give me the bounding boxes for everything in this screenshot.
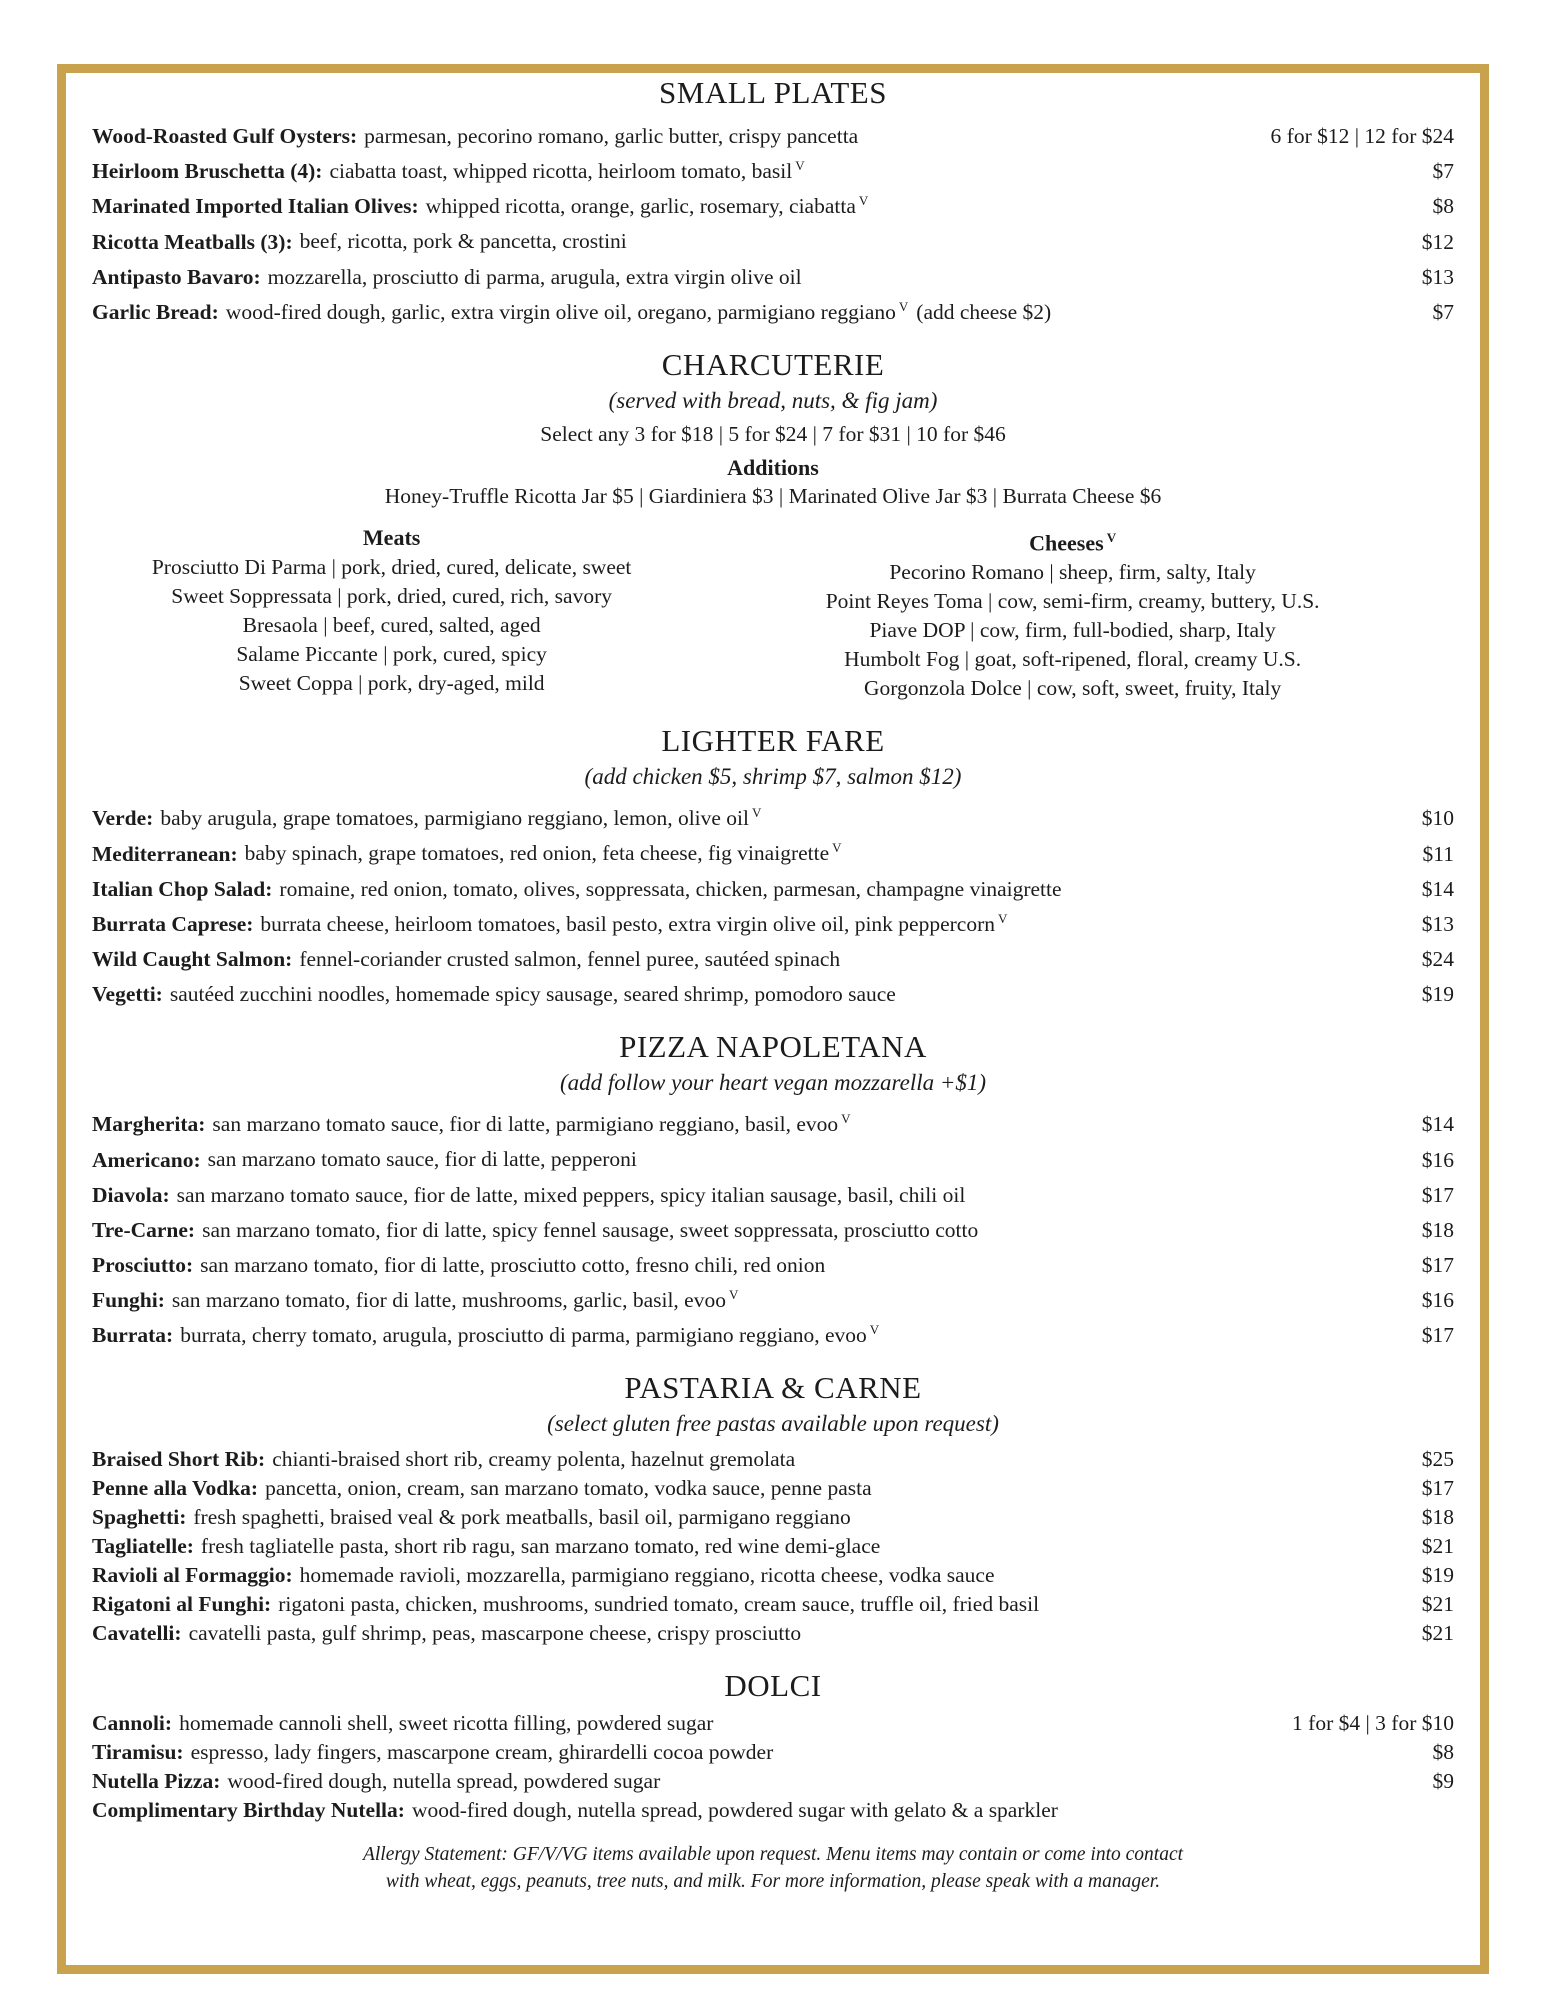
menu-item-row xyxy=(92,221,1454,256)
allergy-statement-line1: Allergy Statement: GF/V/VG items available upon request. Menu items may contain or come into contact xyxy=(362,1844,1184,1866)
allergy-statement xyxy=(92,1841,1454,1895)
menu-item-row xyxy=(92,116,1454,151)
item-description: pancetta, onion, cream, san marzano tomato, vodka sauce, penne pasta xyxy=(265,1476,872,1501)
item-price: $13 xyxy=(1421,911,1454,936)
item-name: Wood-Roasted Gulf Oysters: xyxy=(92,124,358,149)
section-charcuterie xyxy=(92,347,1454,703)
vegetarian-mark: V xyxy=(832,840,842,856)
item-price: $9 xyxy=(1432,1769,1454,1794)
item-description: wood-fired dough, nutella spread, powdered sugar with gelato & a sparkler xyxy=(411,1798,1058,1823)
menu-item-row xyxy=(92,869,1454,904)
additions-items: Honey-Truffle Ricotta Jar $5 | Giardiniera $3 | Marinated Olive Jar $3 | Burrata Cheese $6 xyxy=(384,483,1162,508)
meats-column xyxy=(92,523,691,703)
item-name: Funghi: xyxy=(92,1288,165,1313)
section-dolci xyxy=(92,1668,1454,1825)
cheese-item: Piave DOP | cow, firm, full-bodied, sharp, Italy xyxy=(869,618,1276,643)
item-price: $17 xyxy=(1421,1476,1454,1501)
item-description: fresh spaghetti, braised veal & pork meatballs, basil oil, parmigano reggiano xyxy=(193,1505,851,1530)
item-description: san marzano tomato sauce, fior di latte, parmigiano reggiano, basil, evoo xyxy=(212,1112,839,1137)
section-title: SMALL PLATES xyxy=(659,75,887,110)
section-subtitle: (select gluten free pastas available upon request) xyxy=(547,1411,999,1437)
meat-item: Salame Piccante | pork, cured, spicy xyxy=(236,641,547,666)
item-description: beef, ricotta, pork & pancetta, crostini xyxy=(299,229,627,254)
item-description: ciabatta toast, whipped ricotta, heirloom tomato, basil xyxy=(329,159,793,184)
item-name: Verde: xyxy=(92,806,154,831)
menu-item-row xyxy=(92,292,1454,327)
item-name: Antipasto Bavaro: xyxy=(92,264,261,289)
item-description: sautéed zucchini noodles, homemade spicy sausage, seared shrimp, pomodoro sauce xyxy=(169,982,896,1007)
menu-item-row xyxy=(92,1532,1454,1561)
vegetarian-mark: V xyxy=(898,298,909,314)
vegetarian-mark: V xyxy=(752,805,762,821)
item-name: Marinated Imported Italian Olives: xyxy=(92,194,419,219)
section-lighter-fare xyxy=(92,723,1454,1009)
menu-item-row xyxy=(92,1709,1454,1738)
section-pastaria-carne xyxy=(92,1370,1454,1648)
menu-item-row xyxy=(92,974,1454,1009)
item-name: Cavatelli: xyxy=(92,1621,182,1646)
menu-item-row xyxy=(92,151,1454,186)
item-name: Rigatoni al Funghi: xyxy=(92,1592,272,1617)
item-description: fennel-coriander crusted salmon, fennel puree, sautéed spinach xyxy=(299,947,841,972)
charcuterie-pricing: Select any 3 for $18 | 5 for $24 | 7 for $31 | 10 for $46 xyxy=(540,421,1006,446)
vegetarian-mark: V xyxy=(795,158,805,174)
item-name: Ravioli al Formaggio: xyxy=(92,1563,293,1588)
menu-item-row xyxy=(92,798,1454,833)
item-price: $18 xyxy=(1421,1217,1454,1242)
cheese-item: Gorgonzola Dolce | cow, soft, sweet, fruity, Italy xyxy=(863,676,1282,701)
item-name: Garlic Bread: xyxy=(92,299,219,324)
section-title: PASTARIA & CARNE xyxy=(624,1370,922,1406)
item-note: (add cheese $2) xyxy=(916,299,1052,324)
item-description: whipped ricotta, orange, garlic, rosemary, ciabatta xyxy=(425,194,856,219)
item-description: baby arugula, grape tomatoes, parmigiano reggiano, lemon, olive oil xyxy=(160,806,750,831)
item-description: parmesan, pecorino romano, garlic butter, crispy pancetta xyxy=(364,124,859,149)
section-subtitle: (served with bread, nuts, & fig jam) xyxy=(608,387,938,413)
item-price: $21 xyxy=(1421,1534,1454,1559)
menu-item-row xyxy=(92,257,1454,292)
section-title: LIGHTER FARE xyxy=(661,723,885,759)
menu-item-row xyxy=(92,1590,1454,1619)
item-price: $11 xyxy=(1422,841,1454,866)
item-description: wood-fired dough, garlic, extra virgin olive oil, oregano, parmigiano reggiano xyxy=(225,299,896,324)
item-name: Cannoli: xyxy=(92,1711,173,1736)
item-name: Italian Chop Salad: xyxy=(92,876,273,901)
item-price: $25 xyxy=(1421,1447,1454,1472)
menu-item-row xyxy=(92,1561,1454,1590)
item-description: cavatelli pasta, gulf shrimp, peas, mascarpone cheese, crispy prosciutto xyxy=(188,1621,802,1646)
item-price: $19 xyxy=(1421,982,1454,1007)
item-price: 6 for $12 | 12 for $24 xyxy=(1270,124,1454,149)
charcuterie-columns xyxy=(92,523,1454,703)
vegetarian-mark: V xyxy=(869,1322,880,1338)
item-price: $8 xyxy=(1432,1740,1454,1765)
item-description: wood-fired dough, nutella spread, powdered sugar xyxy=(227,1769,661,1794)
item-price: $10 xyxy=(1421,806,1454,831)
item-name: Vegetti: xyxy=(92,982,163,1007)
item-name: Heirloom Bruschetta (4): xyxy=(92,159,323,184)
item-name: Prosciutto: xyxy=(92,1252,194,1277)
item-price: $7 xyxy=(1432,159,1454,184)
menu-item-row xyxy=(92,939,1454,974)
section-small-plates xyxy=(92,75,1454,327)
menu-item-row xyxy=(92,1315,1454,1350)
section-pizza-napoletana xyxy=(92,1029,1454,1350)
menu-item-row xyxy=(92,1796,1454,1825)
menu-item-row xyxy=(92,1445,1454,1474)
menu-item-row xyxy=(92,1139,1454,1174)
item-description: san marzano tomato sauce, fior di latte, pepperoni xyxy=(207,1147,637,1172)
item-name: Burrata Caprese: xyxy=(92,911,254,936)
menu-item-row xyxy=(92,1210,1454,1245)
item-price: $17 xyxy=(1421,1182,1454,1207)
cheeses-title-text: Cheeses xyxy=(1029,530,1104,556)
item-price: $12 xyxy=(1421,229,1454,254)
meat-item: Prosciutto Di Parma | pork, dried, cured, delicate, sweet xyxy=(151,554,632,579)
menu-item-row xyxy=(92,1280,1454,1315)
item-description: rigatoni pasta, chicken, mushrooms, sundried tomato, cream sauce, truffle oil, fried basil xyxy=(278,1592,1040,1617)
menu-item-row xyxy=(92,186,1454,221)
cheese-item: Pecorino Romano | sheep, firm, salty, Italy xyxy=(889,560,1256,585)
menu-item-row xyxy=(92,1619,1454,1648)
menu-item-row xyxy=(92,1503,1454,1532)
item-price: $19 xyxy=(1421,1563,1454,1588)
menu-item-row xyxy=(92,1104,1454,1139)
item-description: san marzano tomato sauce, fior de latte, mixed peppers, spicy italian sausage, basil, chili oil xyxy=(176,1182,966,1207)
vegetarian-mark: V xyxy=(841,1111,851,1127)
section-subtitle: (add chicken $5, shrimp $7, salmon $12) xyxy=(584,764,962,790)
item-description: san marzano tomato, fior di latte, mushrooms, garlic, basil, evoo xyxy=(171,1288,726,1313)
vegetarian-mark: V xyxy=(998,910,1008,926)
item-description: san marzano tomato, fior di latte, spicy fennel sausage, sweet soppressata, prosciutto cotto xyxy=(202,1217,979,1242)
item-name: Spaghetti: xyxy=(92,1505,187,1530)
item-description: baby spinach, grape tomatoes, red onion, feta cheese, fig vinaigrette xyxy=(244,841,830,866)
item-price: $7 xyxy=(1432,299,1454,324)
item-name: Tiramisu: xyxy=(92,1740,184,1765)
item-description: san marzano tomato, fior di latte, prosciutto cotto, fresno chili, red onion xyxy=(200,1252,826,1277)
allergy-statement-line2: with wheat, eggs, peanuts, tree nuts, and milk. For more information, please speak with a manager. xyxy=(385,1871,1161,1893)
item-name: Penne alla Vodka: xyxy=(92,1476,259,1501)
menu-item-row xyxy=(92,904,1454,939)
item-price: $16 xyxy=(1421,1288,1454,1313)
item-name: Burrata: xyxy=(92,1323,174,1348)
item-description: fresh tagliatelle pasta, short rib ragu, san marzano tomato, red wine demi-glace xyxy=(200,1534,881,1559)
item-price: $17 xyxy=(1421,1323,1454,1348)
meat-item: Sweet Coppa | pork, dry-aged, mild xyxy=(238,670,545,695)
item-price: $14 xyxy=(1421,876,1454,901)
cheeses-heading xyxy=(691,523,1454,558)
menu-item-row xyxy=(92,833,1454,868)
item-price: $16 xyxy=(1421,1147,1454,1172)
section-title: PIZZA NAPOLETANA xyxy=(619,1029,927,1065)
menu-page xyxy=(57,64,1489,1974)
item-price: $14 xyxy=(1421,1112,1454,1137)
item-name: Tre-Carne: xyxy=(92,1217,196,1242)
item-description: mozzarella, prosciutto di parma, arugula, extra virgin olive oil xyxy=(267,264,802,289)
item-description: homemade cannoli shell, sweet ricotta filling, powdered sugar xyxy=(179,1711,714,1736)
meat-item: Bresaola | beef, cured, salted, aged xyxy=(242,612,541,637)
menu-item-row xyxy=(92,1175,1454,1210)
menu-item-row xyxy=(92,1767,1454,1796)
item-price: $24 xyxy=(1421,947,1454,972)
cheeses-column xyxy=(691,523,1454,703)
item-name: Mediterranean: xyxy=(92,841,238,866)
item-name: Diavola: xyxy=(92,1182,170,1207)
item-price: $18 xyxy=(1421,1505,1454,1530)
item-price: $21 xyxy=(1421,1621,1454,1646)
item-name: Braised Short Rib: xyxy=(92,1447,266,1472)
section-title: DOLCI xyxy=(724,1668,822,1704)
section-title: CHARCUTERIE xyxy=(661,346,885,382)
meat-item: Sweet Soppressata | pork, dried, cured, rich, savory xyxy=(171,583,612,608)
item-name: Americano: xyxy=(92,1147,201,1172)
menu-item-row xyxy=(92,1245,1454,1280)
item-name: Nutella Pizza: xyxy=(92,1769,221,1794)
item-name: Margherita: xyxy=(92,1112,206,1137)
item-price: $13 xyxy=(1421,264,1454,289)
meats-heading: Meats xyxy=(362,524,421,550)
vegetarian-mark: V xyxy=(728,1286,739,1302)
item-name: Tagliatelle: xyxy=(92,1534,194,1559)
item-price: $21 xyxy=(1421,1592,1454,1617)
item-price: $8 xyxy=(1432,194,1454,219)
item-price: 1 for $4 | 3 for $10 xyxy=(1292,1711,1454,1736)
additions-heading: Additions xyxy=(727,454,819,480)
item-description: chianti-braised short rib, creamy polenta, hazelnut gremolata xyxy=(272,1447,796,1472)
item-description: espresso, lady fingers, mascarpone cream, ghirardelli cocoa powder xyxy=(190,1740,774,1765)
cheese-item: Humbolt Fog | goat, soft-ripened, floral, creamy U.S. xyxy=(844,647,1302,672)
menu-item-row xyxy=(92,1474,1454,1503)
cheese-item: Point Reyes Toma | cow, semi-firm, creamy, buttery, U.S. xyxy=(825,589,1320,614)
item-description: burrata cheese, heirloom tomatoes, basil pesto, extra virgin olive oil, pink peppercorn xyxy=(260,911,995,936)
section-subtitle: (add follow your heart vegan mozzarella +$1) xyxy=(559,1070,987,1096)
menu-item-row xyxy=(92,1738,1454,1767)
item-description: romaine, red onion, tomato, olives, soppressata, chicken, parmesan, champagne vinaigrette xyxy=(279,876,1062,901)
vegetarian-mark: V xyxy=(1106,529,1117,545)
item-name: Ricotta Meatballs (3): xyxy=(92,229,293,254)
item-name: Complimentary Birthday Nutella: xyxy=(92,1798,405,1823)
item-name: Wild Caught Salmon: xyxy=(92,947,293,972)
item-description: homemade ravioli, mozzarella, parmigiano reggiano, ricotta cheese, vodka sauce xyxy=(299,1563,995,1588)
vegetarian-mark: V xyxy=(858,193,869,209)
item-description: burrata, cherry tomato, arugula, prosciutto di parma, parmigiano reggiano, evoo xyxy=(180,1323,867,1348)
item-price: $17 xyxy=(1421,1252,1454,1277)
